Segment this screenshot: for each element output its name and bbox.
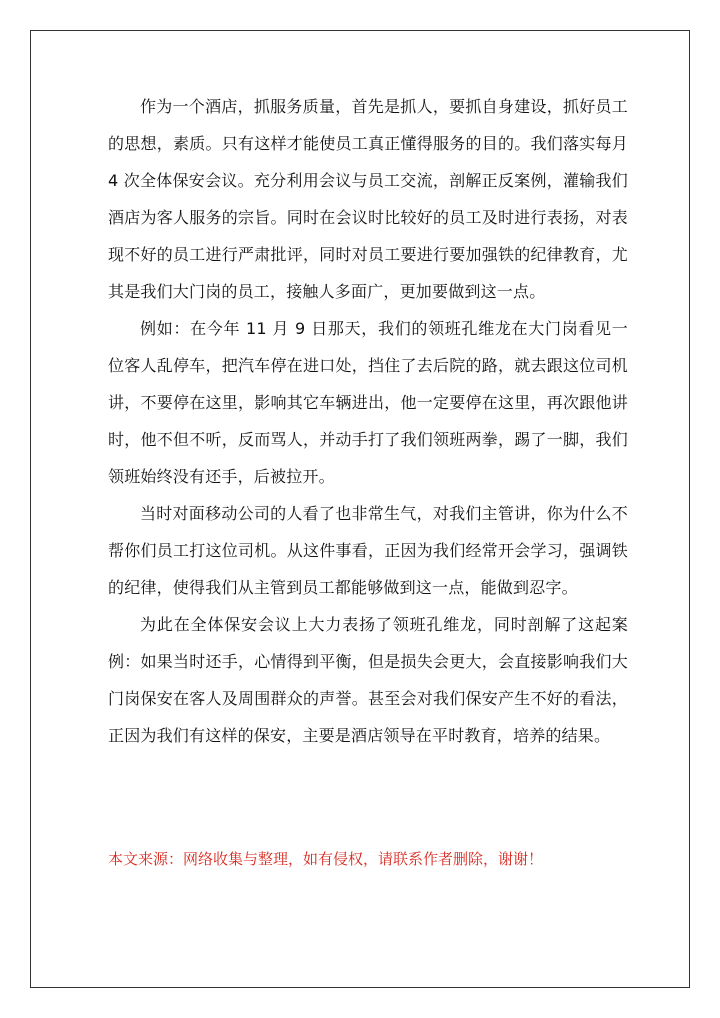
paragraph-4: 为此在全体保安会议上大力表扬了领班孔维龙，同时剖解了这起案例：如果当时还手，心情得到平衡，但是损失会更大，会直接影响我们大门岗保安在客人及周围群众的声誉。甚至会对我们保安产生不好的看法，正因为我们有这样的保安，主要是酒店领导在平时教育，培养的结果。: [108, 615, 628, 745]
paragraph-2: 例如：在今年 11 月 9 日那天，我们的领班孔维龙在大门岗看见一位客人乱停车，把汽车停在进口处，挡住了去后院的路，就去跟这位司机讲，不要停在这里，影响其它车辆进出，他一定要停在这里，再次跟他讲时，他不但不听，反而骂人，并动手打了我们领班两拳，踢了一脚，我们领班始终没有还手，后被拉开。: [108, 319, 628, 486]
document-body: [108, 88, 628, 754]
paragraph-3: 当时对面移动公司的人看了也非常生气，对我们主管讲，你为什么不帮你们员工打这位司机。从这件事看，正因为我们经常开会学习，强调铁的纪律，使得我们从主管到员工都能够做到这一点，能做到忍字。: [108, 504, 628, 597]
source-note: 本文来源：网络收集与整理，如有侵权，请联系作者删除，谢谢！: [108, 850, 544, 868]
paragraph-1: 作为一个酒店，抓服务质量，首先是抓人，要抓自身建设，抓好员工的思想，素质。只有这样才能使员工真正懂得服务的目的。我们落实每月 4 次全体保安会议。充分利用会议与员工交流，剖解正反案例，灌输我们酒店为客人服务的宗旨。同时在会议时比较好的员工及时进行表扬，对表现不好的员工进行严肃批评，同时对员工要进行要加强铁的纪律教育，尤其是我们大门岗的员工，接触人多面广，更加要做到这一点。: [108, 97, 628, 301]
